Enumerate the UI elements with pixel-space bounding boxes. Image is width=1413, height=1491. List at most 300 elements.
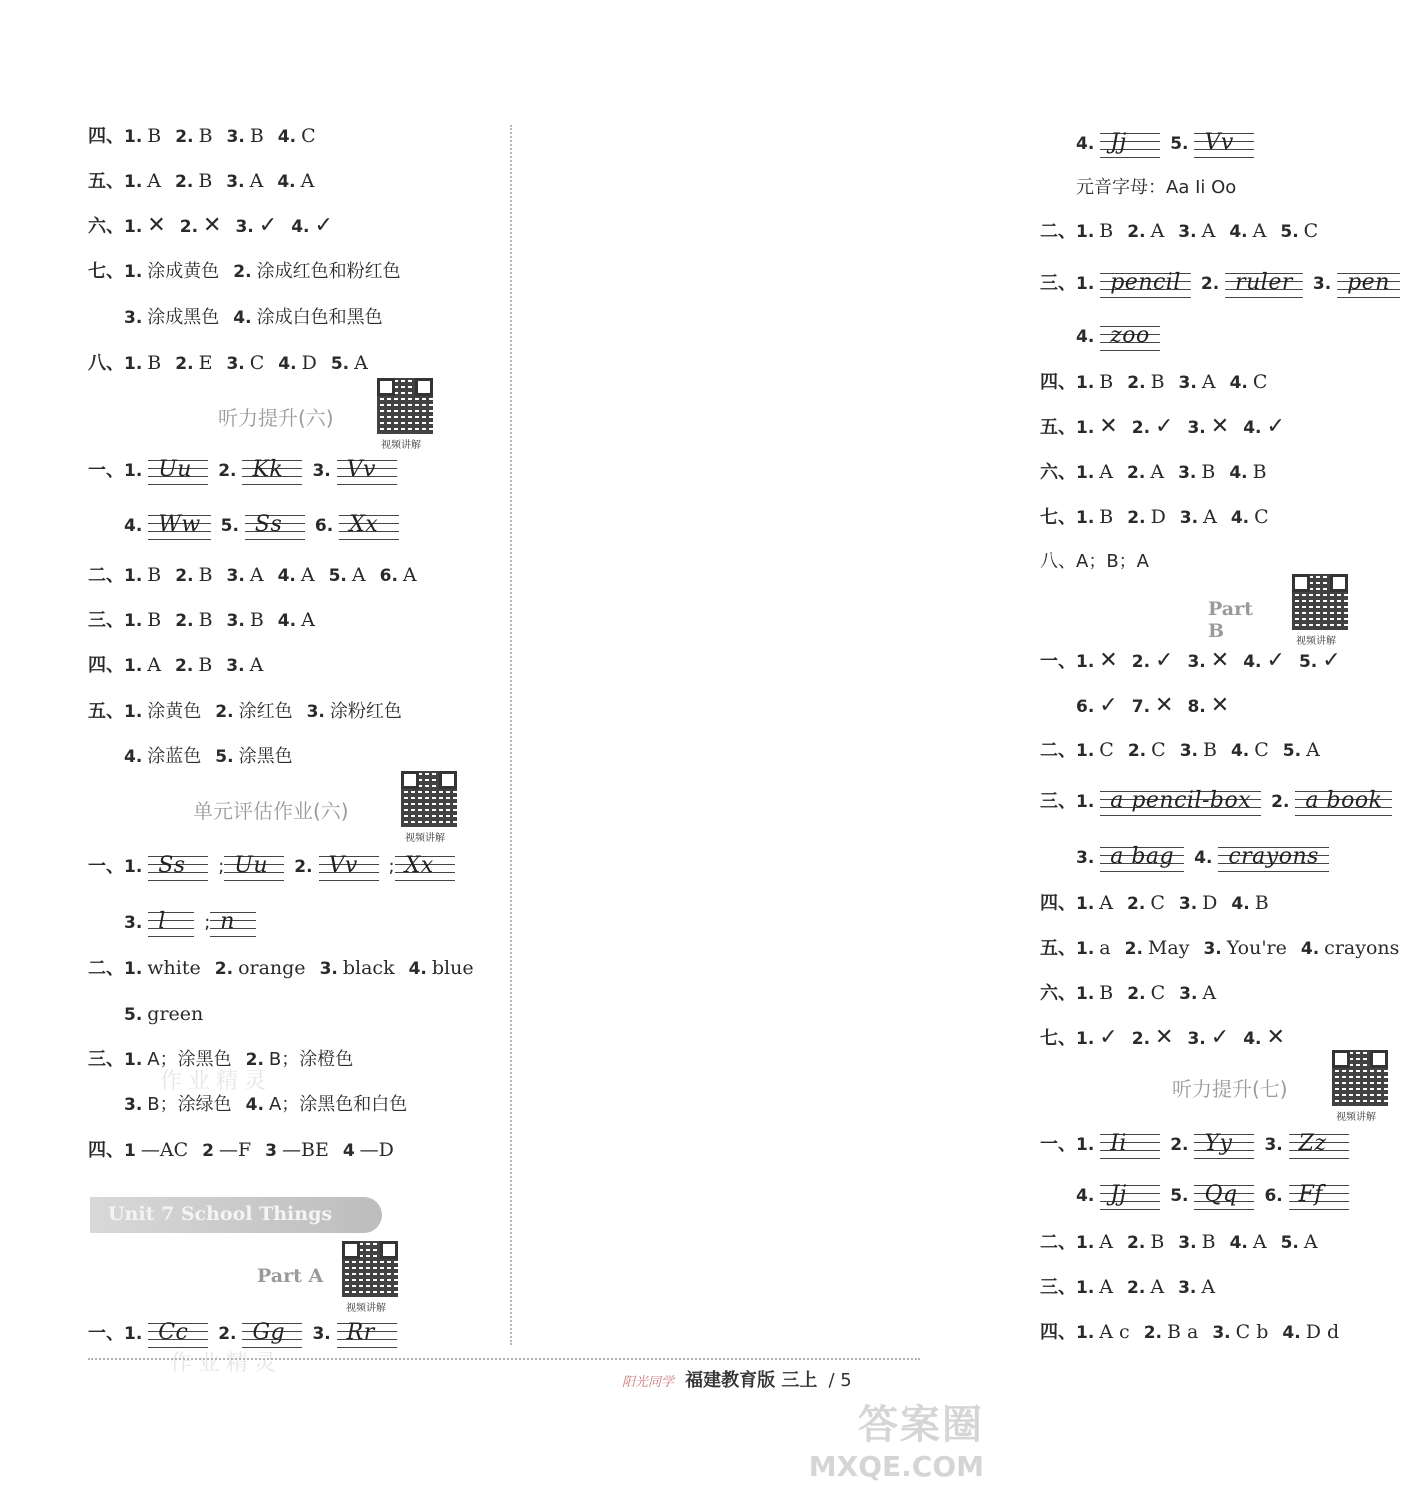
item-number: 3. — [1212, 1323, 1231, 1343]
answer-item — [202, 1138, 251, 1163]
answer-item — [278, 351, 317, 376]
answer-item — [175, 169, 212, 194]
item-number: 1. — [1076, 652, 1095, 672]
guide-line — [339, 539, 399, 540]
handwriting-row — [88, 456, 407, 486]
answer-value: 涂黄色 — [147, 701, 202, 722]
answer-item — [1231, 505, 1269, 530]
answer-value: green — [147, 1003, 204, 1025]
answer-value: ✕ — [1155, 693, 1174, 718]
answer-item — [320, 956, 395, 981]
answer-item — [175, 124, 212, 149]
answer-row: 八、A；B；A — [1040, 551, 1149, 572]
answer-value: B — [147, 352, 162, 374]
answer-row — [1040, 1275, 1229, 1300]
item-number: 4. — [278, 354, 297, 374]
question-number: 六、 — [88, 216, 124, 237]
answer-value: A — [300, 564, 315, 586]
item-number: 1. — [1076, 373, 1095, 393]
answer-item — [1230, 370, 1268, 395]
question-number: 四、 — [1040, 893, 1076, 914]
item-number: 2. — [175, 566, 194, 586]
answer-value: A — [1306, 739, 1320, 761]
item-number: 2. — [179, 217, 199, 237]
item-number: 2 — [202, 1141, 214, 1161]
answer-item — [1127, 460, 1164, 485]
handwritten-answer: Gg — [252, 1320, 286, 1345]
answer-value: —D — [359, 1139, 394, 1161]
answer-value: ✓ — [1099, 693, 1118, 718]
answer-item — [215, 699, 292, 724]
item-number: 3. — [226, 566, 245, 586]
answer-item — [1229, 460, 1266, 485]
item-number: 1. — [124, 172, 143, 192]
answer-item — [175, 608, 212, 633]
answer-row — [1040, 1230, 1332, 1255]
answer-value: A — [354, 352, 368, 374]
handwriting-line — [148, 908, 194, 938]
guide-line — [1295, 815, 1392, 816]
answer-value: 涂粉红色 — [329, 701, 402, 722]
answer-item — [1179, 370, 1216, 395]
item-number: 1. — [1076, 274, 1101, 294]
answer-item — [1178, 1275, 1215, 1300]
answer-value: B — [1099, 371, 1114, 393]
answer-value: A — [1203, 506, 1217, 528]
item-number: 4. — [1231, 894, 1250, 914]
answer-row — [1040, 370, 1281, 395]
item-number: 2. — [175, 172, 194, 192]
item-number: 1. — [1076, 418, 1095, 438]
handwritten-answer: Kk — [252, 457, 284, 482]
handwritten-answer: Jj — [1110, 130, 1127, 155]
item-number: 3 — [265, 1141, 277, 1161]
answer-value: ✕ — [203, 213, 222, 238]
answer-item — [180, 214, 222, 239]
item-number: 1. — [124, 1050, 143, 1070]
answer-value: B — [1201, 461, 1216, 483]
answer-item — [1076, 936, 1111, 961]
item-number: 5. — [215, 747, 234, 767]
handwriting-line — [242, 456, 302, 486]
item-number: 2. — [215, 702, 234, 722]
handwritten-answer: Rr — [346, 1320, 375, 1345]
item-number: 3. — [1179, 741, 1198, 761]
answer-row — [88, 214, 347, 239]
handwritten-answer: Yy — [1204, 1131, 1233, 1156]
question-number: 四、 — [88, 655, 124, 676]
answer-value: E — [198, 352, 213, 374]
handwriting-row — [1076, 1181, 1359, 1211]
item-number: 2. — [1127, 741, 1147, 761]
guide-line — [1225, 297, 1303, 298]
answer-value: D — [1150, 506, 1166, 528]
item-number: 5. — [220, 516, 245, 536]
answer-item — [124, 124, 161, 149]
qr-code-icon — [342, 1241, 398, 1297]
answer-value: B — [198, 654, 213, 676]
guide-line — [148, 936, 194, 937]
answer-item — [124, 214, 166, 239]
answer-item — [1076, 738, 1114, 763]
item-number: 1. — [124, 959, 143, 979]
item-number: 4. — [1230, 508, 1250, 528]
answer-value: A；涂黑色和白色 — [268, 1094, 408, 1115]
item-number: 4. — [124, 516, 149, 536]
qr-code-icon — [401, 771, 457, 827]
item-number: 1. — [124, 656, 143, 676]
item-number: 3. — [124, 913, 149, 933]
handwritten-answer: Ff — [1298, 1182, 1324, 1207]
item-number: 3. — [226, 127, 245, 147]
item-number: 2. — [1131, 1029, 1151, 1049]
item-number: 3. — [1187, 418, 1206, 438]
answer-item — [215, 956, 306, 981]
item-number: 5. — [1282, 741, 1302, 761]
guide-line — [210, 936, 256, 937]
item-number: 4. — [1229, 1233, 1248, 1253]
answer-item — [175, 563, 212, 588]
answer-row — [1040, 1320, 1353, 1345]
answer-value: B — [198, 125, 213, 147]
item-number: 5. — [124, 1005, 143, 1025]
handwritten-answer: Xx — [349, 512, 379, 537]
answer-value: crayons — [1324, 937, 1400, 959]
answer-item — [331, 351, 368, 376]
answer-item — [1187, 649, 1229, 674]
answer-item — [226, 653, 263, 678]
question-number: 五、 — [1040, 938, 1076, 959]
item-number: 4. — [1243, 418, 1262, 438]
answer-item — [1132, 1026, 1174, 1051]
item-number: 1. — [124, 217, 143, 237]
item-number: 5. — [1298, 652, 1318, 672]
answer-item — [124, 699, 201, 724]
handwriting-line — [1225, 269, 1303, 299]
question-number: 四、 — [88, 1140, 124, 1161]
answer-row — [1040, 460, 1281, 485]
answer-item — [277, 169, 314, 194]
answer-value: white — [147, 957, 201, 979]
qr-caption: 视频讲解 — [1296, 636, 1336, 647]
answer-row — [88, 351, 382, 376]
answer-value: A — [1099, 1276, 1114, 1298]
answer-item — [278, 124, 316, 149]
answer-item — [124, 305, 219, 330]
answer-value: A；涂黑色 — [147, 1049, 232, 1070]
answer-value: ✕ — [147, 213, 166, 238]
answer-item — [1127, 505, 1166, 530]
item-number: 2. — [1127, 222, 1146, 242]
question-number: 二、 — [88, 565, 124, 586]
guide-line — [1218, 871, 1329, 872]
item-number: 3. — [312, 461, 337, 481]
handwritten-answer: pencil — [1110, 270, 1181, 295]
answer-value: —AC — [140, 1139, 189, 1161]
answer-item — [409, 956, 474, 981]
item-number: 1. — [1076, 463, 1095, 483]
answer-value: ✓ — [1266, 414, 1285, 439]
handwriting-row — [124, 908, 266, 938]
answer-item — [265, 1138, 329, 1163]
answer-value: black — [342, 957, 395, 979]
question-number: 五、 — [1040, 417, 1076, 438]
answer-item — [1127, 219, 1164, 244]
handwriting-row — [88, 1319, 407, 1349]
qr-code-icon — [1292, 574, 1348, 630]
question-number: 一、 — [88, 460, 124, 481]
item-number: 1. — [1076, 1323, 1095, 1343]
item-number: 2. — [1127, 1233, 1146, 1253]
item-number: 4. — [245, 1095, 264, 1115]
handwritten-answer: Qq — [1204, 1182, 1238, 1207]
handwriting-line — [1100, 129, 1160, 159]
answer-item — [1125, 936, 1190, 961]
answer-item — [124, 563, 161, 588]
handwriting-line — [1100, 322, 1160, 352]
answer-item — [1076, 694, 1118, 719]
item-number: 4. — [1229, 373, 1248, 393]
item-number: 1. — [124, 857, 149, 877]
handwritten-answer: Vv — [1204, 130, 1234, 155]
item-number: 6. — [379, 566, 398, 586]
item-number: 3. — [1178, 894, 1198, 914]
guide-line — [224, 880, 284, 881]
answer-value: A — [351, 564, 366, 586]
answer-row — [124, 1092, 421, 1117]
answer-item — [1280, 219, 1318, 244]
item-number: 1. — [1076, 1135, 1101, 1155]
answer-row — [1040, 505, 1283, 530]
answer-value: A — [301, 609, 315, 631]
answer-item — [124, 259, 219, 284]
answer-value: —BE — [281, 1139, 329, 1161]
site-watermark — [809, 1393, 984, 1483]
guide-line — [337, 484, 397, 485]
item-number: 2. — [175, 127, 194, 147]
answer-item — [343, 1138, 394, 1163]
handwriting-line — [337, 456, 397, 486]
item-number: 7. — [1131, 697, 1151, 717]
handwriting-row — [1040, 269, 1410, 299]
answer-value: B — [198, 170, 213, 192]
answer-value: C b — [1235, 1321, 1269, 1343]
separator: ; — [218, 856, 225, 877]
question-number: 五、 — [88, 701, 124, 722]
answer-value: A — [402, 564, 417, 586]
answer-row — [88, 608, 329, 633]
answer-item — [1132, 694, 1174, 719]
watermark-text: 答案圈 — [858, 1402, 984, 1448]
answer-value: C — [1252, 371, 1268, 393]
page-number: / 5 — [828, 1370, 852, 1391]
item-number: 2. — [1127, 1278, 1146, 1298]
handwriting-line — [1194, 1130, 1254, 1160]
item-number: 4. — [277, 127, 297, 147]
answer-value: B — [1150, 1231, 1165, 1253]
guide-line — [1194, 157, 1254, 158]
guide-line — [395, 880, 455, 881]
answer-row — [88, 124, 330, 149]
answer-item — [1127, 1230, 1164, 1255]
question-number: 三、 — [1040, 791, 1076, 812]
handwritten-answer: ruler — [1235, 270, 1293, 295]
answer-value: ✕ — [1099, 648, 1118, 673]
answer-item — [1179, 891, 1218, 916]
answer-value: D d — [1305, 1321, 1340, 1343]
answer-value: B — [147, 125, 162, 147]
answer-value: ✓ — [1266, 648, 1285, 673]
answer-item — [124, 1138, 188, 1163]
answer-value: A — [1252, 1231, 1267, 1253]
handwritten-answer: Ii — [1110, 1131, 1127, 1156]
guide-line — [1337, 297, 1400, 298]
answer-value: A — [1150, 461, 1165, 483]
item-number: 4. — [1230, 741, 1250, 761]
answer-value: C — [301, 125, 316, 147]
item-number: 2. — [233, 262, 252, 282]
separator: ; — [204, 912, 211, 933]
guide-line — [337, 1347, 397, 1348]
item-number: 4. — [277, 172, 296, 192]
answer-value: A — [249, 654, 264, 676]
answer-value: ✕ — [1155, 1025, 1174, 1050]
answer-item — [1281, 1230, 1318, 1255]
question-number: 七、 — [1040, 507, 1076, 528]
page-footer — [622, 1366, 852, 1392]
question-number: 三、 — [88, 1049, 124, 1070]
answer-value: ✓ — [1210, 1025, 1230, 1050]
answer-item — [1144, 1320, 1199, 1345]
answer-value: B — [1150, 371, 1165, 393]
answer-item — [1076, 460, 1113, 485]
item-number: 1. — [1076, 1029, 1095, 1049]
handwriting-row — [1040, 1130, 1359, 1160]
handwritten-answer: Uu — [234, 853, 269, 878]
question-number: 二、 — [1040, 221, 1076, 242]
item-number: 3. — [1178, 1278, 1197, 1298]
answer-value: 涂红色 — [238, 701, 293, 722]
question-number: 一、 — [1040, 1134, 1076, 1155]
answer-value: 涂成红色和粉红色 — [256, 261, 401, 282]
item-number: 4. — [1194, 848, 1219, 868]
answer-item — [1179, 981, 1216, 1006]
answer-item — [1283, 738, 1320, 763]
qr-caption: 视频讲解 — [1336, 1112, 1376, 1123]
answer-value: B — [198, 564, 213, 586]
answer-value: ✓ — [258, 213, 278, 238]
handwriting-line — [319, 852, 379, 882]
answer-value: A — [147, 654, 162, 676]
item-number: 4. — [1229, 222, 1248, 242]
answer-value: 涂成白色和黑色 — [256, 307, 383, 328]
answer-item — [1180, 505, 1217, 530]
answer-item — [1128, 738, 1166, 763]
guide-line — [245, 539, 305, 540]
guide-line — [1100, 871, 1184, 872]
answer-row — [1040, 415, 1299, 440]
item-number: 1. — [124, 461, 149, 481]
answer-value: B；涂橙色 — [268, 1049, 354, 1070]
item-number: 6. — [1264, 1186, 1289, 1206]
answer-value: 涂蓝色 — [147, 746, 202, 767]
answer-row — [124, 305, 397, 330]
handwriting-line — [337, 1319, 397, 1349]
item-number: 3. — [1179, 508, 1199, 528]
guide-line — [1100, 297, 1191, 298]
handwriting-line — [1289, 1130, 1349, 1160]
section-title: Part B — [1208, 598, 1253, 642]
answer-row — [88, 699, 416, 724]
item-number: 2. — [218, 461, 243, 481]
item-number: 3. — [1076, 848, 1101, 868]
item-number: 2. — [218, 1324, 243, 1344]
answer-item — [1243, 415, 1285, 440]
item-number: 3. — [124, 1095, 143, 1115]
answer-item — [175, 351, 212, 376]
item-number: 3. — [226, 611, 245, 631]
answer-item — [227, 563, 264, 588]
guide-line — [1100, 350, 1160, 351]
guide-line — [148, 928, 194, 929]
guide-line — [148, 920, 194, 921]
answer-row — [88, 259, 415, 284]
separator: ; — [388, 856, 395, 877]
answer-value: C — [1150, 982, 1166, 1004]
answer-value: A — [249, 170, 264, 192]
question-number: 一、 — [1040, 651, 1076, 672]
handwriting-row — [1076, 129, 1264, 159]
question-number: 五、 — [88, 171, 124, 192]
answer-value: A — [1303, 1231, 1318, 1253]
handwriting-line — [148, 511, 210, 541]
item-number: 2. — [1127, 373, 1146, 393]
answer-item — [246, 1092, 408, 1117]
item-number: 2. — [214, 959, 234, 979]
handwritten-answer: Uu — [158, 457, 192, 482]
question-number: 四、 — [88, 126, 124, 147]
answer-item — [1076, 649, 1118, 674]
answer-value: B — [249, 125, 264, 147]
answer-value: B — [249, 609, 264, 631]
answer-value: B — [1099, 506, 1114, 528]
handwritten-answer: zoo — [1110, 323, 1150, 348]
handwriting-line — [339, 511, 399, 541]
item-number: 1 — [124, 1141, 136, 1161]
answer-row — [1040, 219, 1332, 244]
answer-item — [1127, 981, 1165, 1006]
answer-value: May — [1147, 937, 1190, 959]
item-number: 3. — [1203, 939, 1222, 959]
answer-item — [227, 124, 264, 149]
answer-item — [1229, 219, 1266, 244]
question-number: 三、 — [1040, 1277, 1076, 1298]
answer-item — [1231, 738, 1269, 763]
answer-row — [1040, 981, 1230, 1006]
item-number: 5. — [1280, 1233, 1299, 1253]
answer-value: C — [1151, 739, 1166, 761]
answer-item — [1076, 505, 1113, 530]
handwriting-row — [1076, 322, 1170, 352]
section-title: 听力提升(七) — [1172, 1077, 1288, 1101]
answer-item — [124, 653, 161, 678]
footer-rule — [88, 1358, 920, 1360]
answer-item — [1076, 1320, 1130, 1345]
item-number: 2. — [1127, 984, 1146, 1004]
item-number: 1. — [1076, 508, 1095, 528]
answer-item — [1178, 460, 1215, 485]
answer-row — [88, 169, 328, 194]
